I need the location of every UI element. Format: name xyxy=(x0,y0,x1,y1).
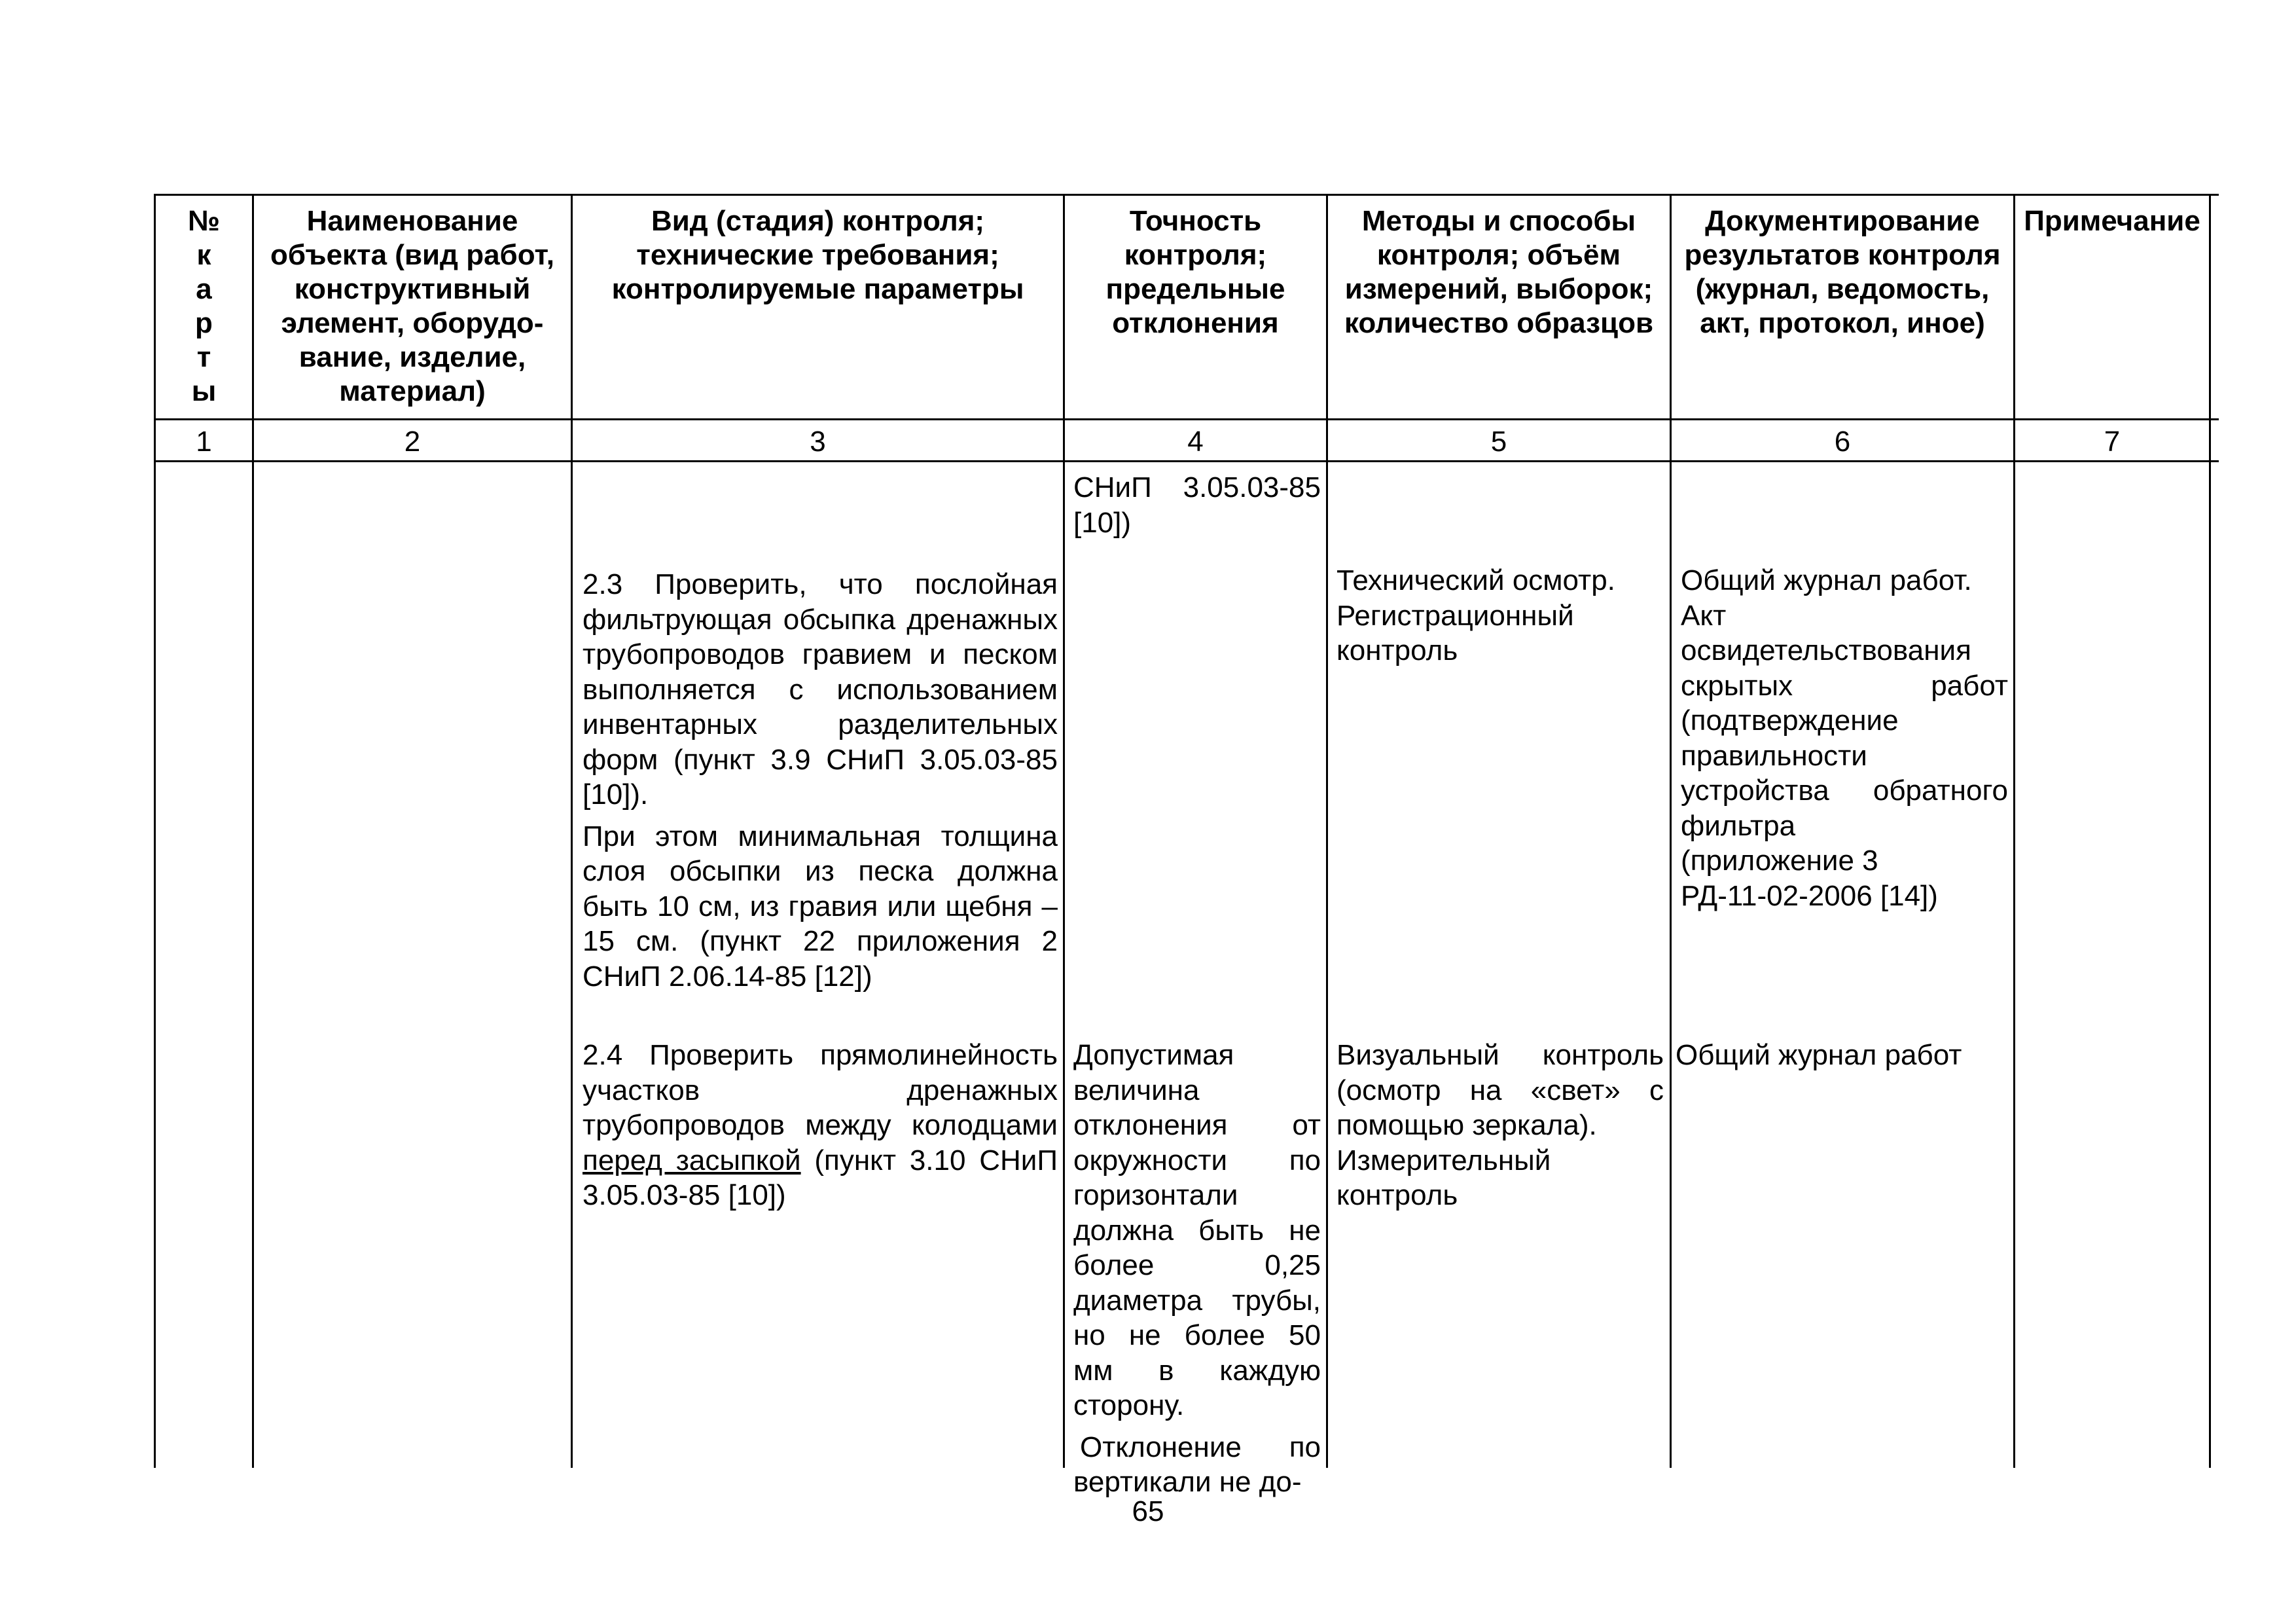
numbers-row-border xyxy=(154,460,2219,462)
column-number-3: 3 xyxy=(810,426,826,458)
header-control-type: Вид (стадия) контроля; технические требования; контролируемые параметры xyxy=(611,205,1024,305)
item-2-3-methods-line-2: Регистрационный контроль xyxy=(1336,599,1574,666)
column-number-4: 4 xyxy=(1187,426,1204,458)
column-divider-3 xyxy=(1063,194,1065,1468)
item-2-3-requirements xyxy=(583,567,1058,994)
item-2-3-documentation xyxy=(1681,563,2008,913)
header-bottom-border xyxy=(154,418,2219,420)
column-divider-2 xyxy=(571,194,573,1468)
item-2-3-doc-line-3: (приложение 3 xyxy=(1681,845,1878,877)
item-2-4-accuracy-paragraph-2: Отклонение по вертикали не до- xyxy=(1073,1431,1321,1498)
header-notes: Примечание xyxy=(2024,205,2200,237)
item-2-3-methods xyxy=(1336,563,1664,668)
item-2-3-methods-line-1: Технический осмотр. xyxy=(1336,564,1615,596)
item-2-4-underlined-text: перед засыпкой xyxy=(583,1144,801,1176)
accuracy-continued-paragraph: СНиП 3.05.03-85 [10]) xyxy=(1073,471,1321,539)
item-2-4-accuracy xyxy=(1073,1038,1321,1500)
column-number-5: 5 xyxy=(1490,426,1507,458)
column-number-1: 1 xyxy=(196,426,212,458)
column-divider-6 xyxy=(2013,194,2015,1468)
column-number-2: 2 xyxy=(404,426,421,458)
item-2-3-paragraph-2: При этом минимальная толщина слоя обсыпки из песка должна быть 10 см, из гравия или щебня – 15 см. (пункт 22 приложения 2 СНиП 2.06.14-85 [12]) xyxy=(583,820,1058,993)
column-divider-5 xyxy=(1670,194,1672,1468)
column-divider-4 xyxy=(1326,194,1328,1468)
item-2-4-methods-paragraph-1: Визуальный контроль (осмотр на «свет» с помощью зеркала). xyxy=(1336,1039,1664,1141)
item-2-4-requirements xyxy=(583,1038,1058,1213)
column-number-7: 7 xyxy=(2104,426,2121,458)
item-2-4-methods-paragraph-2: Измерительный контроль xyxy=(1336,1144,1551,1211)
item-2-3-doc-line-2: Акт освидетельствования скрытых работ (подтверждение правильности устройства обратного фильтра xyxy=(1681,599,2008,842)
accuracy-continued-text xyxy=(1073,470,1321,540)
column-number-6: 6 xyxy=(1834,426,1851,458)
item-2-4-documentation xyxy=(1676,1038,2008,1073)
item-2-4-methods xyxy=(1336,1038,1664,1213)
item-2-3-paragraph-1: 2.3 Проверить, что послойная фильтрующая обсыпка дренажных трубопроводов гравием и песком выполняется с использованием инвентарных разделительных форм (пункт 3.9 СНиП 3.05.03-85 [10]). xyxy=(583,568,1058,811)
item-2-4-paragraph xyxy=(583,1038,1058,1213)
item-2-4-accuracy-paragraph-1: Допустимая величина отклонения от окружности по горизонтали должна быть не более 0,25 диаметра трубы, но не более 50 мм в каждую сторону. xyxy=(1073,1039,1321,1421)
table-right-border xyxy=(2209,194,2211,1468)
table-top-border xyxy=(154,194,2219,196)
header-methods: Методы и способы контроля; объём измерений, выборок; количество образцов xyxy=(1344,205,1654,339)
header-documentation: Документирование результатов контроля (журнал, ведомость, акт, протокол, иное) xyxy=(1684,205,2001,339)
item-2-3-doc-line-4: РД-11-02-2006 [14]) xyxy=(1681,879,1938,912)
item-2-3-doc-line-1: Общий журнал работ. xyxy=(1681,564,1972,596)
header-object-name: Наименование объекта (вид работ, конструктивный элемент, оборудо- вание, изделие, материал) xyxy=(270,205,554,407)
page-number: 65 xyxy=(1132,1495,1164,1527)
item-2-4-doc-text: Общий журнал работ xyxy=(1676,1039,1962,1071)
header-accuracy: Точность контроля; предельные отклонения xyxy=(1105,205,1285,339)
item-2-4-text-before: 2.4 Проверить прямолинейность участков дренажных трубопроводов между колодцами xyxy=(583,1039,1058,1141)
header-card-number: № к а р т ы xyxy=(187,205,221,407)
item-2-4-text-after: (пункт 3.10 СНиП 3.05.03-85 [10]) xyxy=(583,1144,1058,1211)
